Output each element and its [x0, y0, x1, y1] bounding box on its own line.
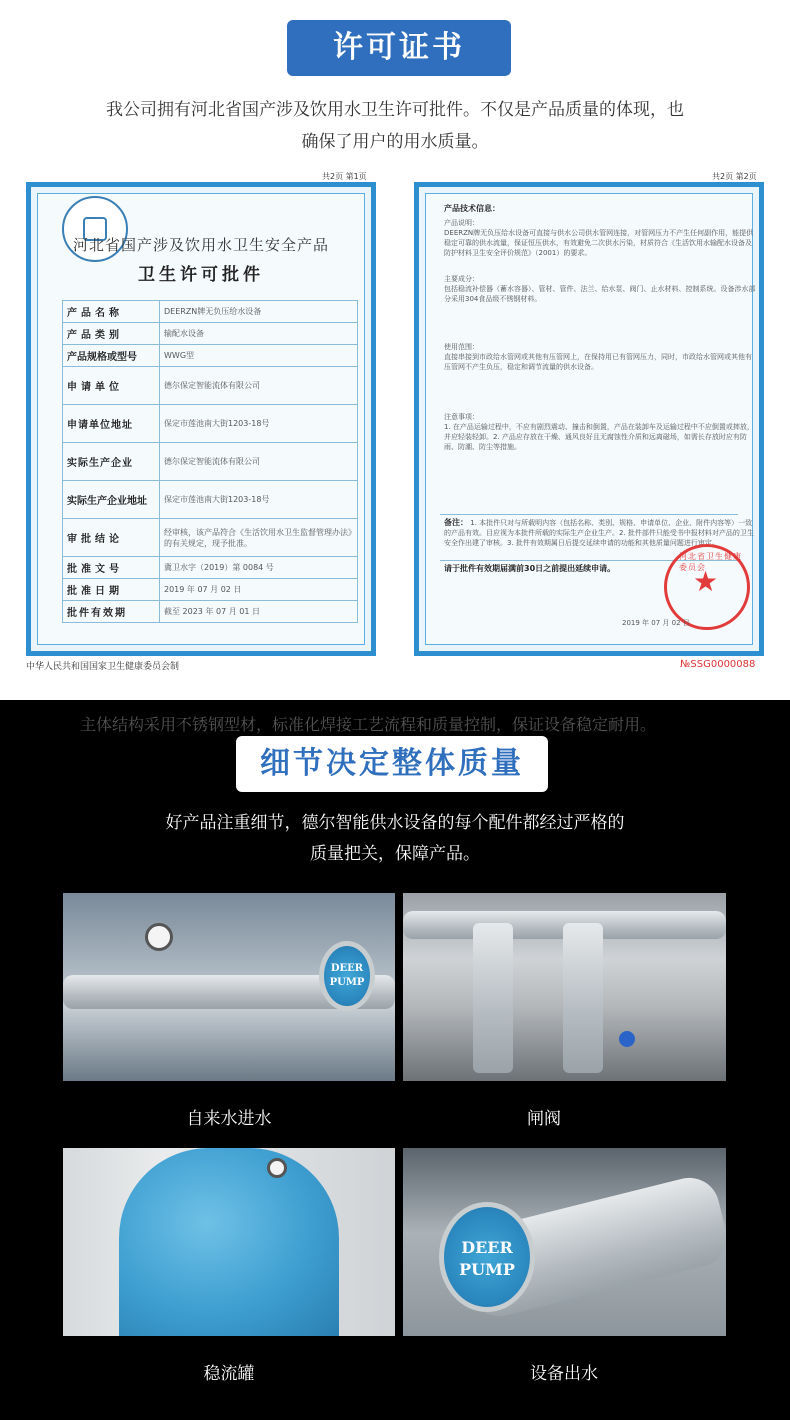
logo-line2: PUMP [459, 1260, 515, 1279]
overlay-caption: 主体结构采用不锈钢型材，标准化焊接工艺流程和质量控制，保证设备稳定耐用。 [80, 715, 657, 734]
left-page-label: 共2页 第1页 [322, 172, 367, 181]
composition-label: 主要成分： [444, 275, 479, 283]
pipe-graphic [473, 923, 513, 1073]
license-banner: 许可证书 [287, 20, 511, 76]
divider [440, 514, 738, 515]
pressure-gauge-icon [267, 1158, 287, 1178]
table-row [63, 481, 358, 519]
notice-text: 1. 在产品运输过程中，不应有剧烈震动、撞击和倒置，产品在装卸车及运输过程中不应倒置或摔放，并应轻装轻卸。2. 产品应存放在干燥、通风良好且无腐蚀性介质和远离磁场，如需长存放时应有防雨、防潮、防尘等措施。 [444, 423, 754, 451]
detail-intro-line2: 质量把关，保障产品。 [310, 844, 480, 864]
blue-tank-graphic [119, 1148, 339, 1336]
table-row [63, 519, 358, 557]
certificate-issuer: 中华人民共和国国家卫生健康委员会制 [26, 662, 180, 672]
photo-caption: 设备出水 [530, 1364, 598, 1384]
row-value: DEERZN牌无负压给水设备 [160, 301, 358, 323]
row-key: 实际生产企业地址 [63, 481, 160, 519]
row-key: 批准日期 [63, 579, 160, 601]
photo-caption: 闸阀 [527, 1109, 561, 1129]
certificate-table [62, 300, 358, 623]
notice-block [444, 412, 756, 452]
row-value: 保定市莲池南大街1203-18号 [160, 481, 358, 519]
pipe-graphic [563, 923, 603, 1073]
approval-date: 2019 年 07 月 02 日 [622, 619, 690, 627]
description-block [444, 218, 756, 258]
deer-pump-logo-icon [439, 1202, 535, 1312]
license-intro-line1: 我公司拥有河北省国产涉及饮用水卫生许可批件。不仅是产品质量的体现，也 [106, 100, 684, 120]
row-key: 批件有效期 [63, 601, 160, 623]
logo-line2: PUMP [329, 977, 365, 988]
row-key: 产品名称 [63, 301, 160, 323]
table-row [63, 323, 358, 345]
stabilizer-tank-photo [63, 1148, 395, 1336]
usage-block [444, 342, 756, 372]
row-value: WWG型 [160, 345, 358, 367]
row-value: 2019 年 07 月 02 日 [160, 579, 358, 601]
row-value: 冀卫水字（2019）第 0084 号 [160, 557, 358, 579]
row-key: 批准文号 [63, 557, 160, 579]
row-value: 保定市莲池南大街1203-18号 [160, 405, 358, 443]
row-key: 实际生产企业 [63, 443, 160, 481]
table-row [63, 301, 358, 323]
remark-text: 1. 本批件只对与所载明内容（包括名称、类别、规格、申请单位、企业、附件内容等）一致的产品有效。目应视为本批件所载的实际生产企业生产。2. 批件部件只能受书中报材料对产品的卫生安全作出建了审核。3. 批件有效期属日后提交延续申请的功能和其他质量问题进行审定。 [444, 519, 754, 547]
water-inlet-photo [63, 893, 395, 1081]
table-row [63, 601, 358, 623]
right-page-label: 共2页 第2页 [712, 172, 757, 181]
tech-info-heading: 产品技术信息： [444, 204, 500, 213]
hygiene-license-certificate [26, 182, 376, 656]
certificate-title: 河北省国产涉及饮用水卫生安全产品 [72, 236, 329, 254]
product-tech-info-certificate [414, 182, 764, 656]
row-value: 经审核，该产品符合《生活饮用水卫生监督管理办法》的有关规定，现予批准。 [160, 519, 358, 557]
notice-label: 注意事项： [444, 413, 479, 421]
table-row [63, 579, 358, 601]
water-outlet-photo [403, 1148, 726, 1336]
deer-pump-logo-icon [319, 941, 375, 1011]
composition-block [444, 274, 756, 304]
row-key: 产品类别 [63, 323, 160, 345]
row-key: 审批结论 [63, 519, 160, 557]
row-key: 申请单位地址 [63, 405, 160, 443]
logo-line1: DEER [461, 1238, 513, 1257]
row-key: 产品规格或型号 [63, 345, 160, 367]
table-row [63, 557, 358, 579]
row-value: 德尔保定智能流体有限公司 [160, 367, 358, 405]
table-row [63, 345, 358, 367]
description-text: DEERZN牌无负压给水设备可直接与供水公司供水管网连接，对管网压力不产生任何副作用，能提供稳定可靠的供水流量，保证恒压供水，有效避免二次供水污染，材质符合《生活饮用水输配水设备及防护材料卫生安全评价规范》（2001）的要求。 [444, 229, 754, 257]
pressure-gauge-icon [145, 923, 173, 951]
logo-line1: DEER [330, 963, 364, 974]
usage-text: 直接串接到市政给水管网或其他有压管网上，在保持用已有管网压力，同时，市政给水管网或其他有压管网不产生负压，稳定和调节流量的供水设备。 [444, 353, 752, 371]
table-row [63, 405, 358, 443]
photo-caption: 自来水进水 [186, 1109, 272, 1129]
row-value: 输配水设备 [160, 323, 358, 345]
stamp-text: 河北省卫生健康委员会 [679, 552, 742, 572]
valve-handle-icon [619, 1031, 635, 1047]
table-row [63, 443, 358, 481]
detail-banner: 细节决定整体质量 [236, 736, 548, 792]
table-row [63, 367, 358, 405]
detail-intro [80, 808, 710, 870]
detail-intro-line1: 好产品注重细节，德尔智能供水设备的每个配件都经过严格的 [165, 813, 625, 833]
usage-label: 使用范围： [444, 343, 479, 351]
renewal-notice: 请于批件有效期届满前30日之前提出延续申请。 [444, 564, 616, 573]
row-value: 截至 2023 年 07 月 01 日 [160, 601, 358, 623]
description-label: 产品说明： [444, 219, 479, 227]
gate-valve-photo [403, 893, 726, 1081]
row-value: 德尔保定智能流体有限公司 [160, 443, 358, 481]
row-key: 申请单位 [63, 367, 160, 405]
certificate-subtitle: 卫生许可批件 [138, 265, 264, 285]
certificate-serial-number: №SSG0000088 [680, 659, 756, 670]
composition-text: 包括稳流补偿器（蓄水容器）、管材、管件、法兰、给水泵、阀门、止水材料、控制系统。设备涉水部分采用304食品级不锈钢材料。 [444, 285, 756, 303]
remark-label: 备注： [444, 518, 468, 527]
license-section [0, 0, 790, 700]
photo-caption: 稳流罐 [203, 1364, 255, 1384]
license-intro-line2: 确保了用户的用水质量。 [301, 132, 489, 152]
